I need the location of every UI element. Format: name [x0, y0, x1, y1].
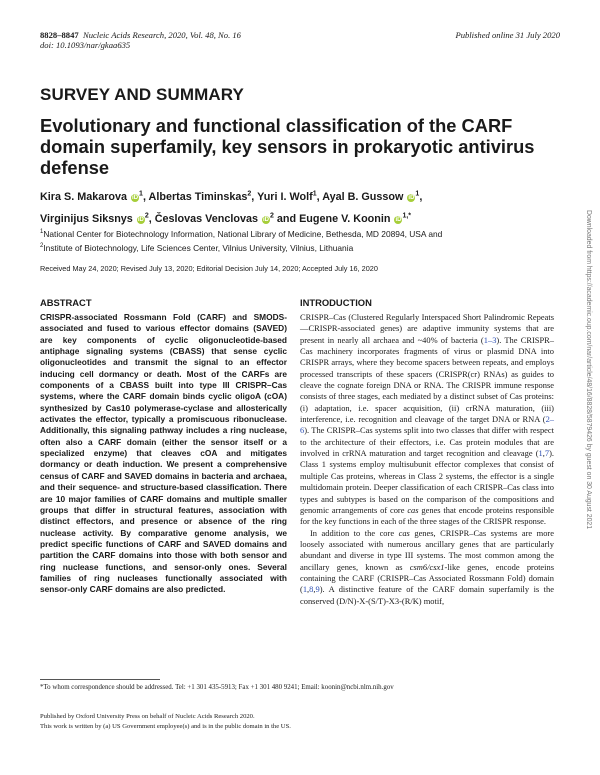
orcid-icon[interactable]: iD [132, 194, 139, 201]
body-text: CRISPR–Cas (Clustered Regularly Interspaced Short Palindromic Repeats—CRISPR-associated genes) are adaptive immunity systems that are present in nearly all archaea and ~40% of bacteria ( [300, 312, 554, 345]
footer-line: Published by Oxford University Press on behalf of Nucleic Acids Research 2020. [40, 713, 255, 720]
reference-link[interactable]: 1–3 [483, 334, 497, 345]
journal-citation: Nucleic Acids Research, 2020, Vol. 48, No. 16 [82, 30, 241, 40]
body-text: ). The CRISPR–Cas machinery incorporates fragments of virus or plasmid DNA into CRISPR arrays, where they become spacers between repeats, and employs processed transcripts of these spacers (CRISPR(cr) RNAs) as guides to cleave the cognate foreign DNA or RNA. The CRISPR immune response consists of three stages, each mediated by a distinct subset of Cas proteins: (i) adaptation, i.e. spacer acquisition, (ii) crRNA maturation, (iii) interference, i.e. recognition and cleavage of the target DNA or RNA ( [300, 334, 554, 425]
author-name: Albertas Timinskas [148, 190, 248, 203]
journal-header [40, 30, 241, 50]
introduction-body [300, 312, 554, 607]
page-range: 8828–8847 [40, 30, 79, 40]
author-name: Kira S. Makarova [40, 190, 128, 203]
body-text: -like genes, encode proteins containing the CARF (CRISPR–Cas Associated Rossmann Fold) domain ( [300, 561, 554, 595]
affiliations [40, 226, 560, 254]
body-text: , [313, 584, 316, 595]
author-affiliation-mark: 2 [269, 212, 274, 220]
body-text: In addition to the core [310, 527, 399, 538]
author-affiliation-mark: 1 [415, 190, 420, 197]
publisher-footer [40, 712, 560, 731]
gene-name: cas [398, 527, 410, 538]
reference-link[interactable]: 2–6 [300, 414, 554, 436]
author-affiliation-mark: 1,* [402, 212, 412, 220]
introduction-heading: INTRODUCTION [300, 297, 372, 308]
body-text: , [542, 448, 545, 459]
gene-name: cas [407, 504, 419, 515]
author-affiliation-mark: 1 [312, 190, 317, 197]
gene-name: csm6/csx1 [409, 561, 445, 572]
body-text: ). Class 1 systems employ multisubunit effector complexes that consist of multiple Cas proteins, whereas in Class 2 systems, the effector is a single multidomain protein. Deeper classification of each CRISPR–Cas class into types and subtypes is based on the comparison of the compositions and genomic arrangements of core [300, 448, 554, 515]
article-dates: Received May 24, 2020; Revised July 13, 2020; Editorial Decision July 14, 2020; Accepted July 16, 2020 [40, 264, 378, 273]
author-name: Virginijus Siksnys [40, 213, 133, 226]
author-affiliation-mark: 1 [139, 190, 143, 197]
body-text: ). A distinctive feature of the CARF domain superfamily is the conserved (D/N)-X-(S/T)-X3-(R/K) motif, [300, 584, 554, 606]
author-affiliation-mark: 2 [247, 190, 252, 197]
orcid-icon[interactable]: iD [262, 217, 269, 224]
reference-link[interactable]: 9 [315, 584, 320, 595]
section-label: SURVEY AND SUMMARY [40, 85, 244, 104]
author: Albertas Timinskas$^2$, [148, 190, 258, 203]
article-title: Evolutionary and functional classification of the CARF domain superfamily, key sensors in prokaryotic antivirus defense [40, 115, 535, 178]
footnote-divider [40, 679, 160, 680]
author: Česlovas Venclovas $iD^2$ and [154, 212, 300, 226]
author-name: Yuri I. Wolf [257, 190, 313, 203]
reference-link[interactable]: 7 [544, 448, 550, 459]
affiliation: $^1$National Center for Biotechnology Information, National Library of Medicine, Bethesda, MD 20894, USA and [40, 228, 443, 239]
body-text: genes, CRISPR–Cas systems are more loosely associated with numerous ancillary genes that are particularly abundant and diverse in type III systems. The most common among the ancillary genes, known as [300, 527, 554, 572]
body-text: , [307, 584, 310, 595]
correspondence-note: *To whom correspondence should be addressed. Tel: +1 301 435-5913; Fax +1 301 480 9241; Email: koonin@ncbi.nlm.nih.gov [40, 684, 394, 691]
reference-link[interactable]: 8 [309, 584, 314, 595]
orcid-icon[interactable]: iD [408, 194, 415, 201]
author: Ayal B. Gussow $iD^1$, [322, 190, 423, 203]
affiliation: $^2$Institute of Biotechnology, Life Sciences Center, Vilnius University, Vilnius, Lithuania [40, 242, 354, 253]
author-name: Eugene V. Koonin [299, 213, 391, 226]
author-name: Ayal B. Gussow [322, 190, 404, 203]
introduction-paragraph [300, 528, 554, 607]
author [299, 213, 411, 225]
author-list [40, 184, 560, 229]
reference-link[interactable]: 1 [302, 584, 308, 595]
author: Yuri I. Wolf$^1$, [257, 190, 323, 203]
orcid-icon[interactable]: iD [137, 217, 144, 224]
author: Virginijus Siksnys $iD^2$, [40, 212, 155, 226]
body-text: genes that encode proteins responsible for the key functions in each of the three stages of the CRISPR response. [300, 504, 555, 527]
footer-line: This work is written by (a) US Government employee(s) and is in the public domain in the US. [40, 722, 291, 730]
download-sidebar [580, 210, 592, 580]
abstract-text: CRISPR-associated Rossmann Fold (CARF) and SMODS-associated and fused to various effector domains (SAVED) are key components of cyclic oligonucleotide-based antiphage signaling systems (CBASS) that sense cyclic oligonucleotides and transmit the signal to an effector inducing cell dormancy or death. Most of the CARFs are components of a CBASS built into type III CRISPR–Cas systems, where the CARF domain binds cyclic oligoA (cOA) synthesized by Cas10 polymerase-cyclase and allosterically activates the effector, typically a promiscuous ribonuclease. Additionally, this signaling pathway includes a ring nuclease, often also a CARF domain (either the sensor itself or a specialized enzyme) that cleaves cOA and mitigates dormancy or death induction. We present a comprehensive census of CARF and SAVED domains in bacteria and archaea, and their sequence- and structure-based classification. There are 10 major families of CARF domains and multiple smaller groups that differ in structural features, association with distinct effectors, and presence or absence of the ring nuclease activity. By comparative genome analysis, we predict specific functions of CARF and SAVED domains and partition the CARF domains into those with both sensor and ring nuclease functions, and sensor-only ones. Several families of ring nucleases functionally associated with sensor-only CARF domains are also predicted. [40, 312, 287, 595]
introduction-paragraph [300, 312, 554, 528]
abstract-heading: ABSTRACT [40, 297, 92, 308]
published-date: Published online 31 July 2020 [455, 30, 560, 40]
download-notice[interactable]: Downloaded from https://academic.oup.com/nar/article/48/16/8828/5879426 by guest on 30 August 2021 [585, 210, 592, 530]
author: Kira S. Makarova $iD^1$, [40, 190, 149, 203]
author-name: Česlovas Venclovas [154, 213, 258, 226]
author-affiliation-mark: 2 [144, 212, 149, 220]
body-text: ). The CRISPR–Cas systems split into two classes that differ with respect to the architecture of their effectors, i.e. Cas protein modules that are involved in crRNA maturation and target recognition and cleavage ( [300, 425, 554, 459]
orcid-icon[interactable]: iD [395, 217, 402, 224]
reference-link[interactable]: 1 [538, 448, 543, 459]
doi: doi: 10.1093/nar/gkaa635 [40, 40, 131, 50]
